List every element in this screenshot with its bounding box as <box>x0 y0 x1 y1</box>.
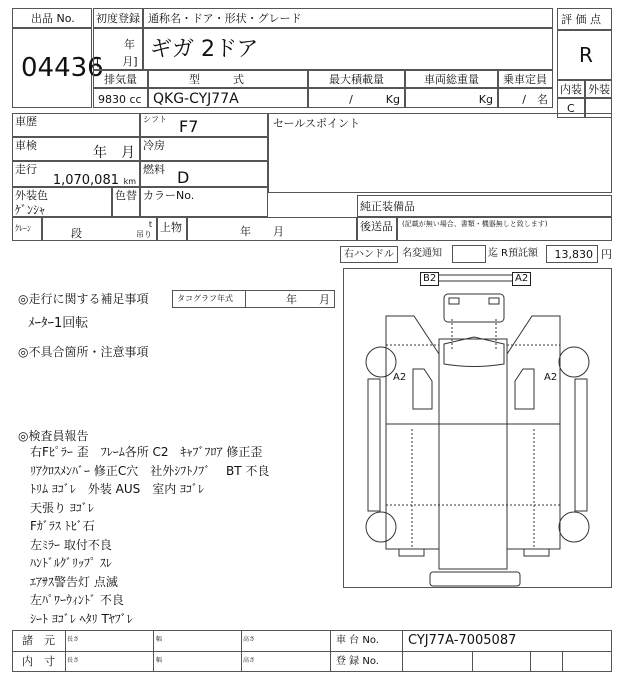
until-label: 迄 <box>488 248 498 259</box>
grade-label: 評 価 点 <box>561 13 601 26</box>
color-value: ｹﾞﾝｼｬ <box>15 203 46 217</box>
exterior-label-cell <box>585 80 612 98</box>
report-line: 右Fﾋﾟﾗｰ 歪 ﾌﾚｰﾑ各所 C2 ｷｬﾌﾞﾌﾛｱ 修正歪 <box>30 445 263 459</box>
model-code: QKG-CYJ77A <box>153 91 239 107</box>
year-label: 年 <box>124 38 135 51</box>
width-label: 幅 <box>156 636 163 643</box>
model-code-cell <box>148 88 308 108</box>
chassis-number: CYJ77A-7005087 <box>408 633 517 648</box>
max-load: / Kg <box>349 93 400 106</box>
body-date: 年 月 <box>240 225 284 238</box>
lot-label: 出品 No. <box>31 12 75 25</box>
lot-number-cell <box>12 28 104 108</box>
exterior-label: 外装 <box>588 83 610 96</box>
later-cell <box>397 217 612 241</box>
crane-stage: 段 <box>71 227 82 240</box>
recycle-value: 13,830 <box>554 248 593 261</box>
first-reg-label: 初度登録 <box>96 12 140 25</box>
tacho-label: タコグラフ年式 <box>177 294 233 303</box>
report-line: ｼｰﾄ ﾖｺﾞﾚ ﾍﾀﾘ Tﾔﾌﾞﾚ <box>30 611 133 626</box>
crane-cell <box>42 217 157 241</box>
ac-cell <box>140 137 268 161</box>
color-no-label: カラーNo. <box>143 189 195 202</box>
name-change-box <box>452 245 486 263</box>
defects-label: ◎不具合箇所・注意事項 <box>18 345 149 359</box>
history-label: 車歴 <box>15 115 37 128</box>
report-line: ｴｱｻｽ警告灯 点滅 <box>30 574 118 589</box>
fuel-value: D <box>177 168 190 187</box>
sales-point-label: セールスポイント <box>273 117 361 130</box>
shift-value: F7 <box>179 117 199 136</box>
fuel-label: 燃料 <box>143 163 165 176</box>
history-cell <box>12 113 140 137</box>
vehicle-diagram <box>343 268 612 588</box>
equipment-cell <box>357 195 612 217</box>
tacho-cell <box>172 290 335 308</box>
model-name: ギガ 2ドア <box>150 37 259 62</box>
report-line: 左ﾐﾗｰ 取付不良 <box>30 537 112 552</box>
damage-mark-b2: B2 <box>420 272 439 286</box>
later-label: 後送品 <box>360 220 393 233</box>
shift-label: シフト <box>143 115 167 124</box>
interior-label-cell <box>557 80 585 98</box>
body-date-cell <box>187 217 357 241</box>
lot-label-cell <box>12 8 92 28</box>
model-label-cell <box>148 70 308 88</box>
length-label: 長さ <box>67 636 80 643</box>
displacement-cell <box>93 88 148 108</box>
inspector-label: ◎検査員報告 <box>18 429 89 443</box>
yen-label: 円 <box>601 248 612 261</box>
height-label: 高さ <box>243 636 256 643</box>
handle-value: 右ハンドル <box>344 249 394 260</box>
crane-label-cell <box>12 217 42 241</box>
recycle-value-cell <box>546 245 598 263</box>
handle-cell <box>340 246 398 263</box>
first-reg-cell <box>93 28 143 70</box>
color-cell <box>12 187 112 217</box>
capacity-label-cell <box>498 70 553 88</box>
grade-label-cell <box>557 8 612 30</box>
capacity: / 名 <box>522 93 548 106</box>
crane-ton: t 吊り <box>136 220 152 239</box>
later-note: (記載が無い場合、書類・機器無しと致します) <box>402 220 548 228</box>
month-label: [ 月] <box>96 55 138 68</box>
color-label: 外装色 <box>15 189 48 202</box>
capacity-label: 乗車定員 <box>503 73 547 86</box>
chassis-label: 車 台 No. <box>336 635 379 646</box>
mileage-label: 走行 <box>15 163 37 176</box>
displacement: 9830 cc <box>98 93 142 106</box>
inspection-value: 年 月 <box>93 145 135 161</box>
name-change-label: 名変通知 <box>402 248 442 259</box>
report-line: 天張り ﾖｺﾞﾚ <box>30 500 94 515</box>
max-load-label: 最大積載量 <box>329 73 384 86</box>
equipment-label: 純正装備品 <box>360 200 415 213</box>
interior-grade: C <box>567 102 575 115</box>
report-line: Fｶﾞﾗｽ ﾄﾋﾞ石 <box>30 519 95 533</box>
report-line: ﾄﾘﾑ ﾖｺﾞﾚ 外装 AUS 室内 ﾖｺﾞﾚ <box>30 482 205 496</box>
ac-label: 冷房 <box>143 139 165 152</box>
height-label: 高さ <box>243 657 256 664</box>
model-label: 型 式 <box>189 73 244 86</box>
inspection-cell <box>12 137 140 161</box>
displacement-label-cell <box>93 70 148 88</box>
driving-label: ◎走行に関する補足事項 <box>18 292 149 306</box>
damage-mark-a2: A2 <box>512 272 531 286</box>
name-label-cell <box>143 8 553 28</box>
recycle-label: R預託額 <box>501 248 538 259</box>
name-label: 通称名・ドア・形状・グレード <box>148 12 302 25</box>
lot-number: 04436 <box>21 53 104 83</box>
inspection-label: 車検 <box>15 139 37 152</box>
fuel-cell <box>140 161 268 187</box>
color-change-label: 色替 <box>115 189 137 202</box>
damage-mark-a2: A2 <box>393 372 407 383</box>
capacity-cell <box>498 88 553 108</box>
later-label-cell <box>357 217 397 241</box>
gross-weight-label: 車両総重量 <box>424 73 479 86</box>
mileage-cell <box>12 161 140 187</box>
max-load-label-cell <box>308 70 405 88</box>
report-line: 左ﾊﾟﾜｰｳｨﾝﾄﾞ 不良 <box>30 593 124 607</box>
color-no-cell <box>140 187 268 217</box>
interior-label: 内装 <box>560 83 582 96</box>
displacement-label: 排気量 <box>104 73 137 86</box>
truck-outline <box>344 269 611 587</box>
registration-label: 登 録 No. <box>336 656 379 667</box>
body-label-cell <box>157 217 187 241</box>
max-load-cell <box>308 88 405 108</box>
grade-score-cell <box>557 30 612 80</box>
inner-label: 内 寸 <box>22 655 55 668</box>
report-line: ﾘｱｸﾛｽﾒﾝﾊﾞｰ 修正C穴 社外ｼﾌﾄﾉﾌﾞ BT 不良 <box>30 463 270 478</box>
gross-weight-cell <box>405 88 498 108</box>
color-change-cell <box>112 187 140 217</box>
width-label: 幅 <box>156 657 163 664</box>
model-name-cell <box>143 28 553 70</box>
sales-point-cell <box>268 113 612 193</box>
damage-mark-a2: A2 <box>544 372 558 383</box>
spec-label: 諸 元 <box>22 634 55 647</box>
length-label: 長さ <box>67 657 80 664</box>
crane-label: ｸﾚｰﾝ <box>15 224 31 233</box>
shift-cell <box>140 113 268 137</box>
body-label: 上物 <box>160 221 182 234</box>
driving-note: ﾒｰﾀｰ1回転 <box>28 316 89 331</box>
report-line: ﾊﾝﾄﾞﾙｸﾞﾘｯﾌﾟ ｽﾚ <box>30 556 112 570</box>
mileage-unit: km <box>123 177 136 186</box>
gross-weight-label-cell <box>405 70 498 88</box>
first-reg-label-cell <box>93 8 143 28</box>
tacho-value: 年 月 <box>286 293 330 306</box>
grade-score: R <box>579 43 593 67</box>
gross-weight: Kg <box>478 93 493 106</box>
mileage: 1,070,081 <box>52 173 119 188</box>
